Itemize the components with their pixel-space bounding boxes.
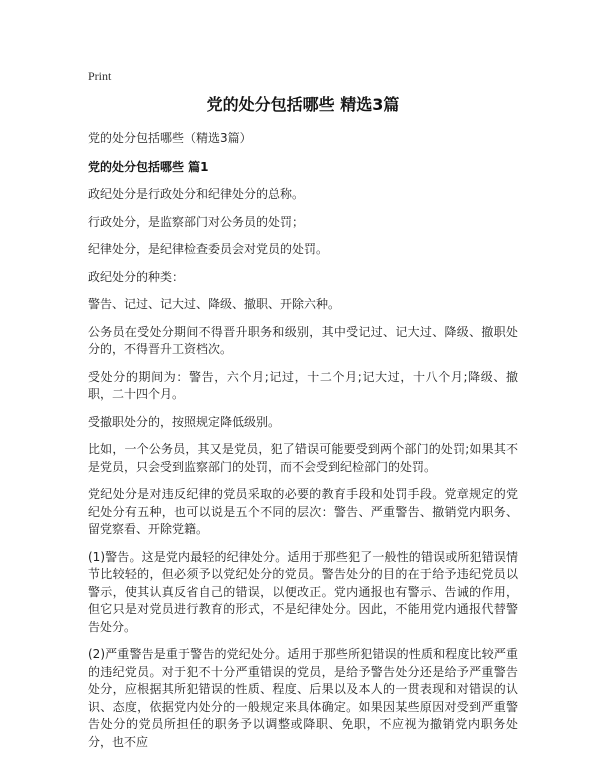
paragraph: 警告、记过、记大过、降级、撤职、开除六种。 [88, 297, 341, 311]
paragraph: (2)严重警告是重于警告的党纪处分。适用于那些所犯错误的性质和程度比较严重的违纪党员。对于犯不十分严重错误的党员，是给予警告处分还是给予严重警告处分，应根据其所犯错误的性质、程度、后果以及本人的一贯表现和对错误的认识、态度，依据党内处分的一般规定来具体确定。如果因某些原因对受到严重警告处分的党员所担任的职务予以调整或降职、免职，不应视为撤销党内职务处分，也不应 [88, 647, 518, 749]
paragraph: 行政处分，是监察部门对公务员的处罚； [88, 214, 305, 229]
paragraph: 受处分的期间为：警告，六个月;记过，十二个月;记大过，十八个月;降级、撤职，二十四个月。 [88, 369, 518, 401]
document-subtitle: 党的处分包括哪些（精选3篇） [88, 131, 252, 145]
paragraph: 受撤职处分的，按照规定降低级别。 [88, 414, 281, 429]
section-heading: 党的处分包括哪些 篇1 [88, 160, 209, 174]
document-page [88, 68, 518, 761]
paragraph: 纪律处分，是纪律检查委员会对党员的处罚。 [88, 242, 329, 256]
paragraph: (1)警告。这是党内最轻的纪律处分。适用于那些犯了一般性的错误或所犯错误情节比较轻的，但必须予以党纪处分的党员。警告处分的目的在于给予违纪党员以警示，使其认真反省自己的错误，以便改正。党内通报也有警示、告诫的作用，但它只是对党员进行教育的形式，不是纪律处分。因此，不能用党内通报代替警告处分。 [88, 549, 518, 634]
paragraph: 党纪处分是对违反纪律的党员采取的必要的教育手段和处罚手段。党章规定的党纪处分有五种，也可以说是五个不同的层次：警告、严重警告、撤销党内职务、留党察看、开除党籍。 [88, 487, 518, 536]
paragraph: 政纪处分的种类： [88, 269, 185, 284]
paragraph: 公务员在受处分期间不得晋升职务和级别，其中受记过、记大过、降级、撤职处分的，不得晋升工资档次。 [88, 324, 518, 356]
page-title: 党的处分包括哪些 精选3篇 [206, 95, 400, 114]
paragraph: 政纪处分是行政处分和纪律处分的总称。 [88, 187, 305, 201]
print-label: Print [88, 69, 112, 83]
paragraph: 比如，一个公务员，其又是党员，犯了错误可能要受到两个部门的处罚;如果其不是党员，只会受到监察部门的处罚，而不会受到纪检部门的处罚。 [88, 442, 518, 474]
